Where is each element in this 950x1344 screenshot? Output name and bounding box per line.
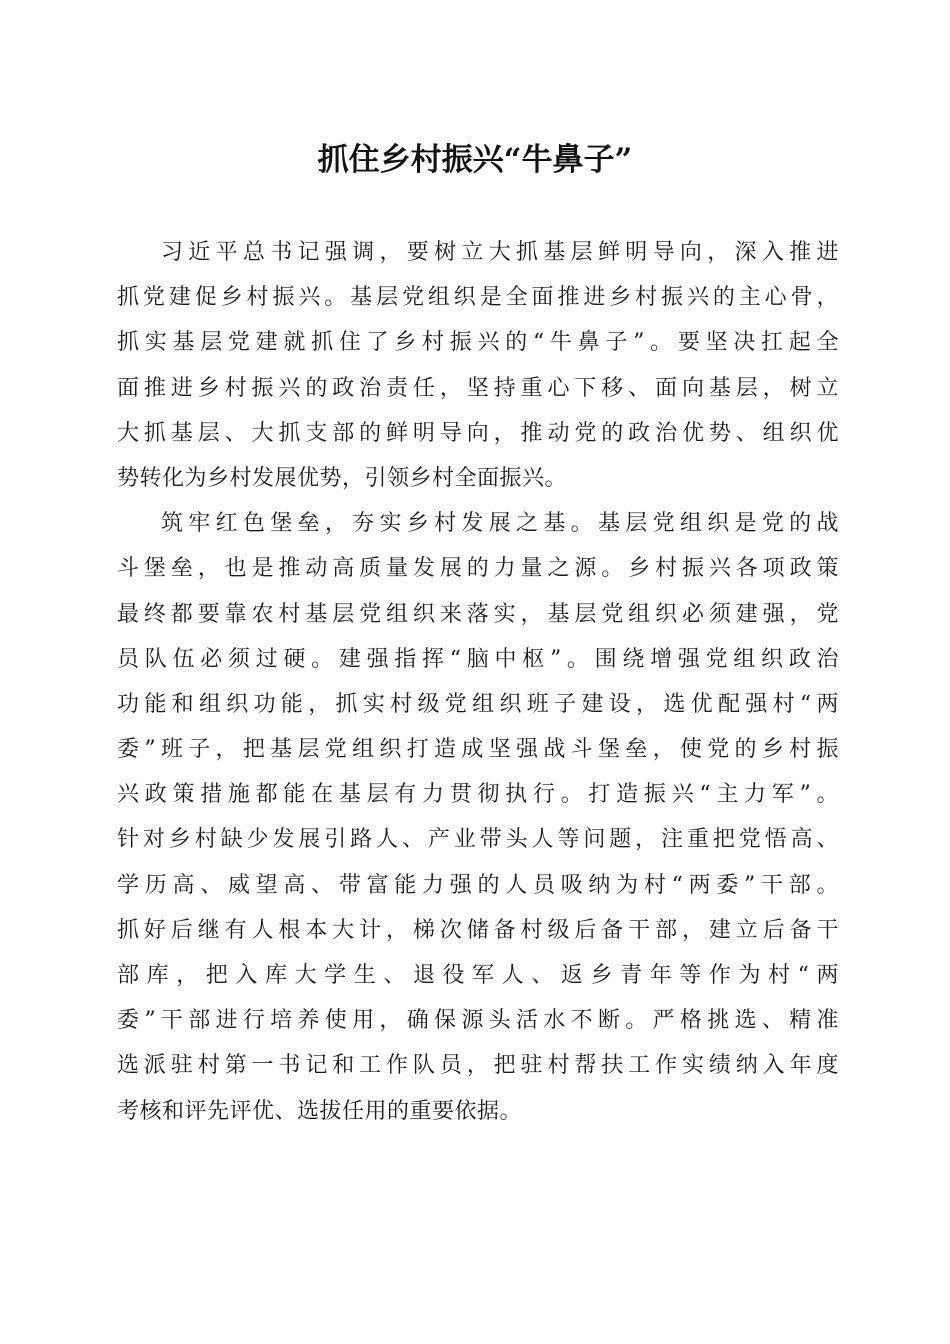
text-line: 考核和评先评优、选拔任用的重要依据。 xyxy=(117,1098,523,1124)
paragraph-2 xyxy=(117,501,839,1134)
text-line: 兴政策措施都能在基层有力贯彻执行。打造振兴“主力军”。 xyxy=(117,782,839,808)
text-line: 部库，把入库大学生、退役军人、返乡青年等作为村“两 xyxy=(117,963,839,988)
text-line: 最终都要靠农村基层党组织来落实，基层党组织必须建强，党 xyxy=(117,601,839,627)
text-line: 大抓基层、大抓支部的鲜明导向，推动党的政治优势、组织优 xyxy=(117,420,839,446)
document-body xyxy=(117,230,839,1134)
text-line: 面推进乡村振兴的政治责任，坚持重心下移、面向基层，树立 xyxy=(117,375,839,401)
text-line: 选派驻村第一书记和工作队员，把驻村帮扶工作实绩纳入年度 xyxy=(117,1053,839,1079)
text-line: 学历高、威望高、带富能力强的人员吸纳为村“两委”干部。 xyxy=(117,872,839,898)
text-line: 抓好后继有人根本大计，梯次储备村级后备干部，建立后备干 xyxy=(117,917,839,943)
text-line: 员队伍必须过硬。建强指挥“脑中枢”。围绕增强党组织政治 xyxy=(117,646,839,672)
text-line: 斗堡垒，也是推动高质量发展的力量之源。乡村振兴各项政策 xyxy=(117,556,839,582)
text-line: 筑牢红色堡垒，夯实乡村发展之基。基层党组织是党的战 xyxy=(161,511,839,537)
text-line: 抓党建促乡村振兴。基层党组织是全面推进乡村振兴的主心骨， xyxy=(117,285,839,311)
paragraph-1 xyxy=(117,230,839,501)
text-line: 势转化为乡村发展优势，引领乡村全面振兴。 xyxy=(117,465,568,491)
text-line: 习近平总书记强调，要树立大抓基层鲜明导向，深入推进 xyxy=(161,240,839,265)
text-line: 抓实基层党建就抓住了乡村振兴的“牛鼻子”。要坚决扛起全 xyxy=(117,330,839,356)
document-title: 抓住乡村振兴“牛鼻子” xyxy=(317,142,633,178)
text-line: 功能和组织功能，抓实村级党组织班子建设，选优配强村“两 xyxy=(117,691,839,717)
text-line: 针对乡村缺少发展引路人、产业带头人等问题，注重把党悟高、 xyxy=(117,827,839,853)
text-line: 委”班子，把基层党组织打造成坚强战斗堡垒，使党的乡村振 xyxy=(117,737,839,763)
text-line: 委”干部进行培养使用，确保源头活水不断。严格挑选、精准 xyxy=(117,1008,839,1034)
